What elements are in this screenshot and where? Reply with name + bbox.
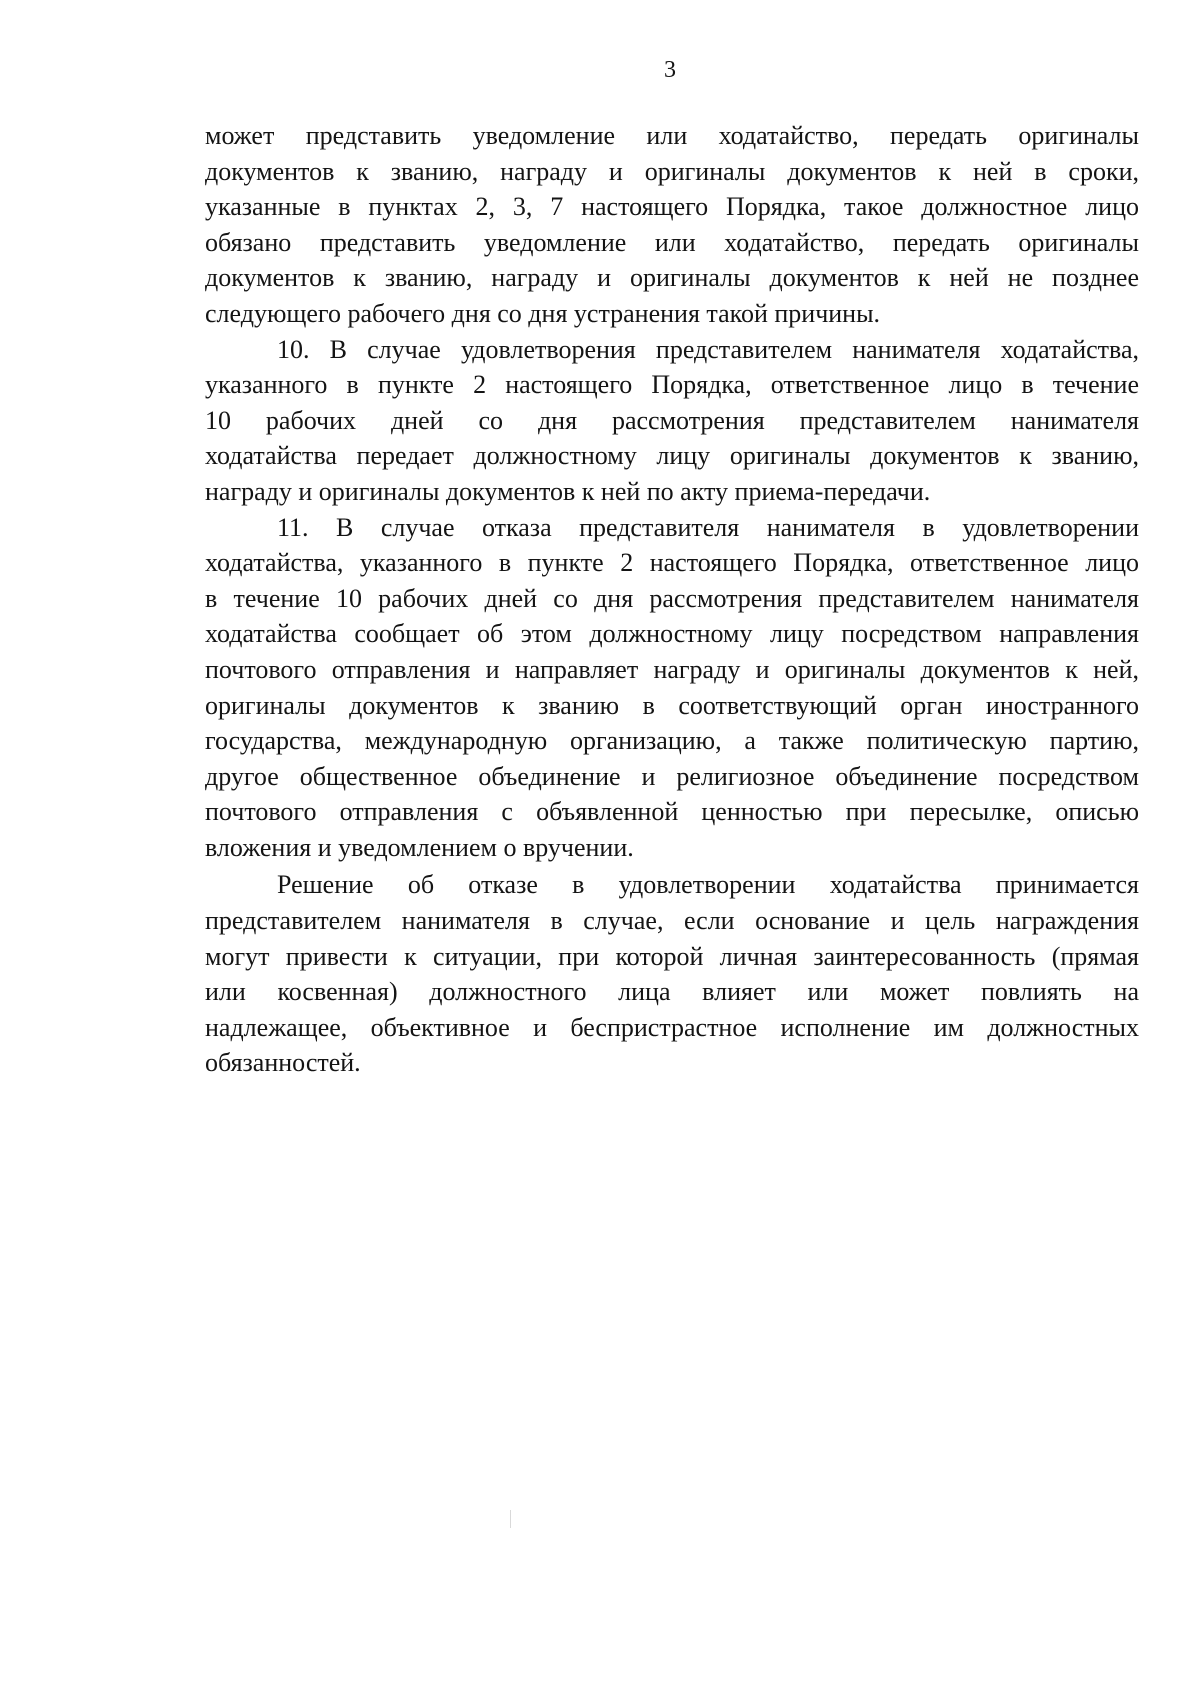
- text-line: обязанностей.: [205, 1048, 361, 1078]
- paragraph-item-10: [205, 332, 1139, 510]
- text-line: в течение 10 рабочих дней со дня рассмотрения представителем нанимателя: [205, 583, 1139, 613]
- text-line: может представить уведомление или ходатайство, передать оригиналы: [205, 121, 1139, 150]
- text-line: документов к званию, награду и оригиналы документов к ней в сроки,: [205, 156, 1139, 186]
- text-line: или косвенная) должностного лица влияет или может повлиять на: [205, 977, 1139, 1007]
- text-line: следующего рабочего дня со дня устранения такой причины.: [205, 298, 881, 328]
- scan-artifact: [510, 1510, 511, 1528]
- text-line: документов к званию, награду и оригиналы документов к ней не позднее: [205, 263, 1139, 293]
- text-line: указанные в пунктах 2, 3, 7 настоящего Порядка, такое должностное лицо: [205, 192, 1139, 222]
- document-body: [205, 118, 1139, 1081]
- paragraph-continuation: [205, 118, 1139, 332]
- text-line: 10. В случае удовлетворения представителем нанимателя ходатайства,: [277, 334, 1139, 364]
- text-line: надлежащее, объективное и беспристрастное исполнение им должностных: [205, 1012, 1139, 1042]
- text-line: ходатайства передает должностному лицу оригиналы документов к званию,: [205, 441, 1139, 471]
- text-line: ходатайства сообщает об этом должностному лицу посредством направления: [205, 619, 1139, 649]
- text-line: 11. В случае отказа представителя нанимателя в удовлетворении: [277, 512, 1139, 542]
- text-line: вложения и уведомлением о вручении.: [205, 832, 634, 862]
- text-line: награду и оригиналы документов к ней по акту приема-передачи.: [205, 476, 931, 506]
- text-line: 10 рабочих дней со дня рассмотрения представителем нанимателя: [205, 405, 1139, 435]
- text-line: обязано представить уведомление или ходатайство, передать оригиналы: [205, 227, 1139, 257]
- text-line: ходатайства, указанного в пункте 2 настоящего Порядка, ответственное лицо: [205, 548, 1139, 578]
- text-line: Решение об отказе в удовлетворении ходатайства принимается: [277, 870, 1139, 900]
- text-line: могут привести к ситуации, при которой личная заинтересованность (прямая: [205, 941, 1139, 971]
- text-line: другое общественное объединение и религиозное объединение посредством: [205, 761, 1139, 791]
- paragraph-refusal-decision: [205, 867, 1139, 1081]
- text-line: представителем нанимателя в случае, если основание и цель награждения: [205, 906, 1139, 936]
- text-line: оригиналы документов к званию в соответствующий орган иностранного: [205, 690, 1139, 720]
- text-line: почтового отправления с объявленной ценностью при пересылке, описью: [205, 797, 1139, 827]
- text-line: почтового отправления и направляет награду и оригиналы документов к ней,: [205, 654, 1139, 684]
- text-line: указанного в пункте 2 настоящего Порядка, ответственное лицо в течение: [205, 370, 1139, 400]
- text-line: государства, международную организацию, а также политическую партию,: [205, 726, 1139, 756]
- paragraph-item-11: [205, 510, 1139, 866]
- page-number: 3: [664, 57, 676, 83]
